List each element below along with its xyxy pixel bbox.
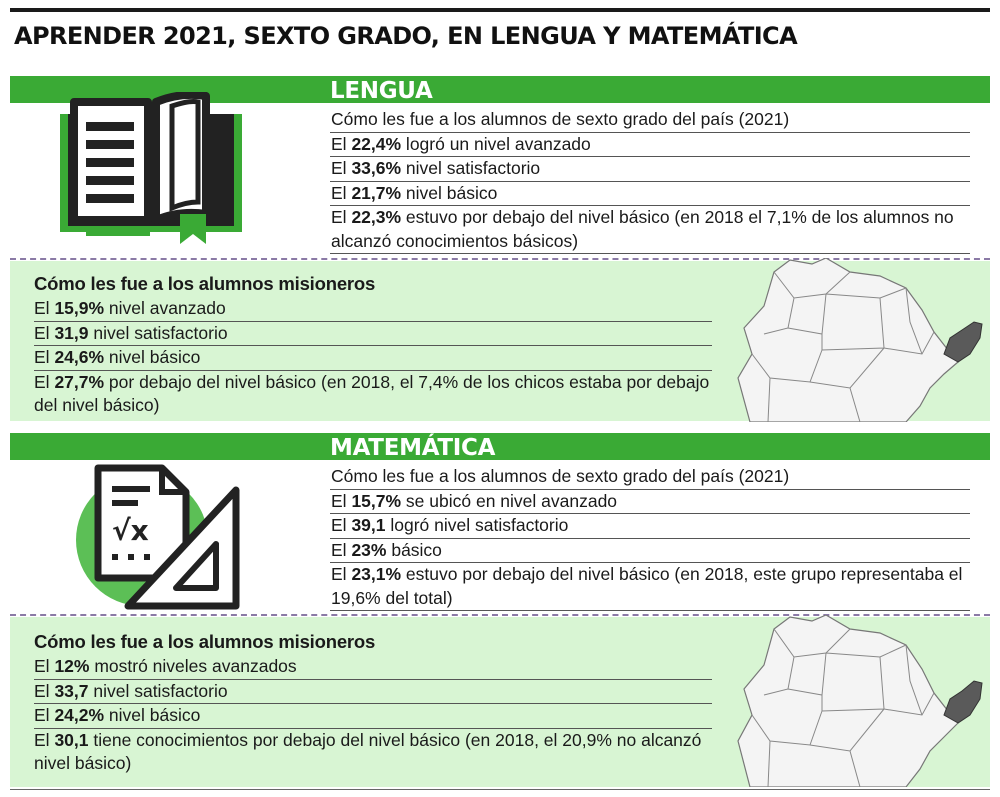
list-item: El 31,9 nivel satisfactorio [34, 322, 712, 347]
list-item: El 22,4% logró un nivel avanzado [330, 133, 970, 158]
list-item: El 15,9% nivel avanzado [34, 297, 712, 322]
matematica-provincial-list [34, 655, 712, 776]
matematica-provincial-heading: Cómo les fue a los alumnos misioneros [34, 631, 376, 652]
value-bold: 23,1% [351, 564, 402, 584]
value-bold: 33,7 [54, 680, 89, 701]
lengua-national-list [330, 108, 970, 254]
lengua-section-title: LENGUA [330, 78, 433, 104]
list-item: El 33,7 nivel satisfactorio [34, 680, 712, 705]
value-bold: 24,2% [54, 705, 105, 725]
list-item: El 33,6% nivel satisfactorio [330, 157, 970, 182]
list-item [330, 465, 970, 490]
list-item: El 23% básico [330, 539, 970, 564]
value-bold: 33,6% [351, 158, 402, 178]
list-item: El 12% mostró niveles avanzados [34, 655, 712, 680]
value-bold: 15,7% [351, 490, 402, 511]
value-bold: 23% [351, 539, 387, 560]
value-bold: 15,9% [54, 298, 105, 318]
list-item: El 24,6% nivel básico [34, 346, 712, 371]
list-item: El 27,7% por debajo del nivel básico (en 2018, el 7,4% de los chicos estaba por debajo del nivel básico) [34, 371, 710, 415]
list-item [330, 108, 970, 133]
list-item: El 21,7% nivel básico [330, 182, 970, 207]
list-item: El 22,3% estuvo por debajo del nivel básico (en 2018 el 7,1% de los alumnos no alcanzó conocimientos básicos) [330, 206, 970, 254]
matematica-national-list [330, 465, 970, 611]
value-bold: 22,4% [351, 133, 402, 154]
page-title: APRENDER 2021, SEXTO GRADO, EN LENGUA Y MATEMÁTICA [14, 22, 798, 50]
national-heading: Cómo les fue a los alumnos de sexto grado del país (2021) [331, 466, 790, 486]
value-bold: 12% [54, 656, 90, 676]
open-book-icon [60, 92, 245, 247]
value-bold: 27,7% [54, 371, 105, 392]
value-bold: 39,1 [351, 515, 386, 535]
matematica-section-title: MATEMÁTICA [330, 435, 496, 461]
svg-text:√x: √x [112, 514, 149, 547]
value-bold: 30,1 [54, 729, 89, 750]
value-bold: 24,6% [54, 347, 105, 367]
list-item: El 24,2% nivel básico [34, 704, 712, 729]
matematica-header-bar [10, 433, 990, 460]
lengua-provincial-list [34, 297, 712, 418]
list-item: El 15,7% se ubicó en nivel avanzado [330, 490, 970, 515]
lengua-provincial-heading: Cómo les fue a los alumnos misioneros [34, 273, 376, 294]
argentina-northeast-map-icon [730, 615, 990, 787]
bottom-rule [10, 789, 990, 790]
value-bold: 21,7% [351, 182, 402, 203]
math-worksheet-ruler-icon [66, 460, 246, 610]
value-bold: 22,3% [351, 207, 402, 227]
list-item: El 30,1 tiene conocimientos por debajo del nivel básico (en 2018, el 20,9% no alcanzó nivel básico) [34, 729, 702, 773]
value-bold: 31,9 [54, 322, 89, 343]
top-rule [10, 8, 990, 12]
list-item: El 39,1 logró nivel satisfactorio [330, 514, 970, 539]
national-heading: Cómo les fue a los alumnos de sexto grado del país (2021) [331, 109, 790, 129]
list-item: El 23,1% estuvo por debajo del nivel básico (en 2018, este grupo representaba el 19,6% del total) [330, 563, 970, 611]
argentina-northeast-map-icon [730, 258, 990, 422]
